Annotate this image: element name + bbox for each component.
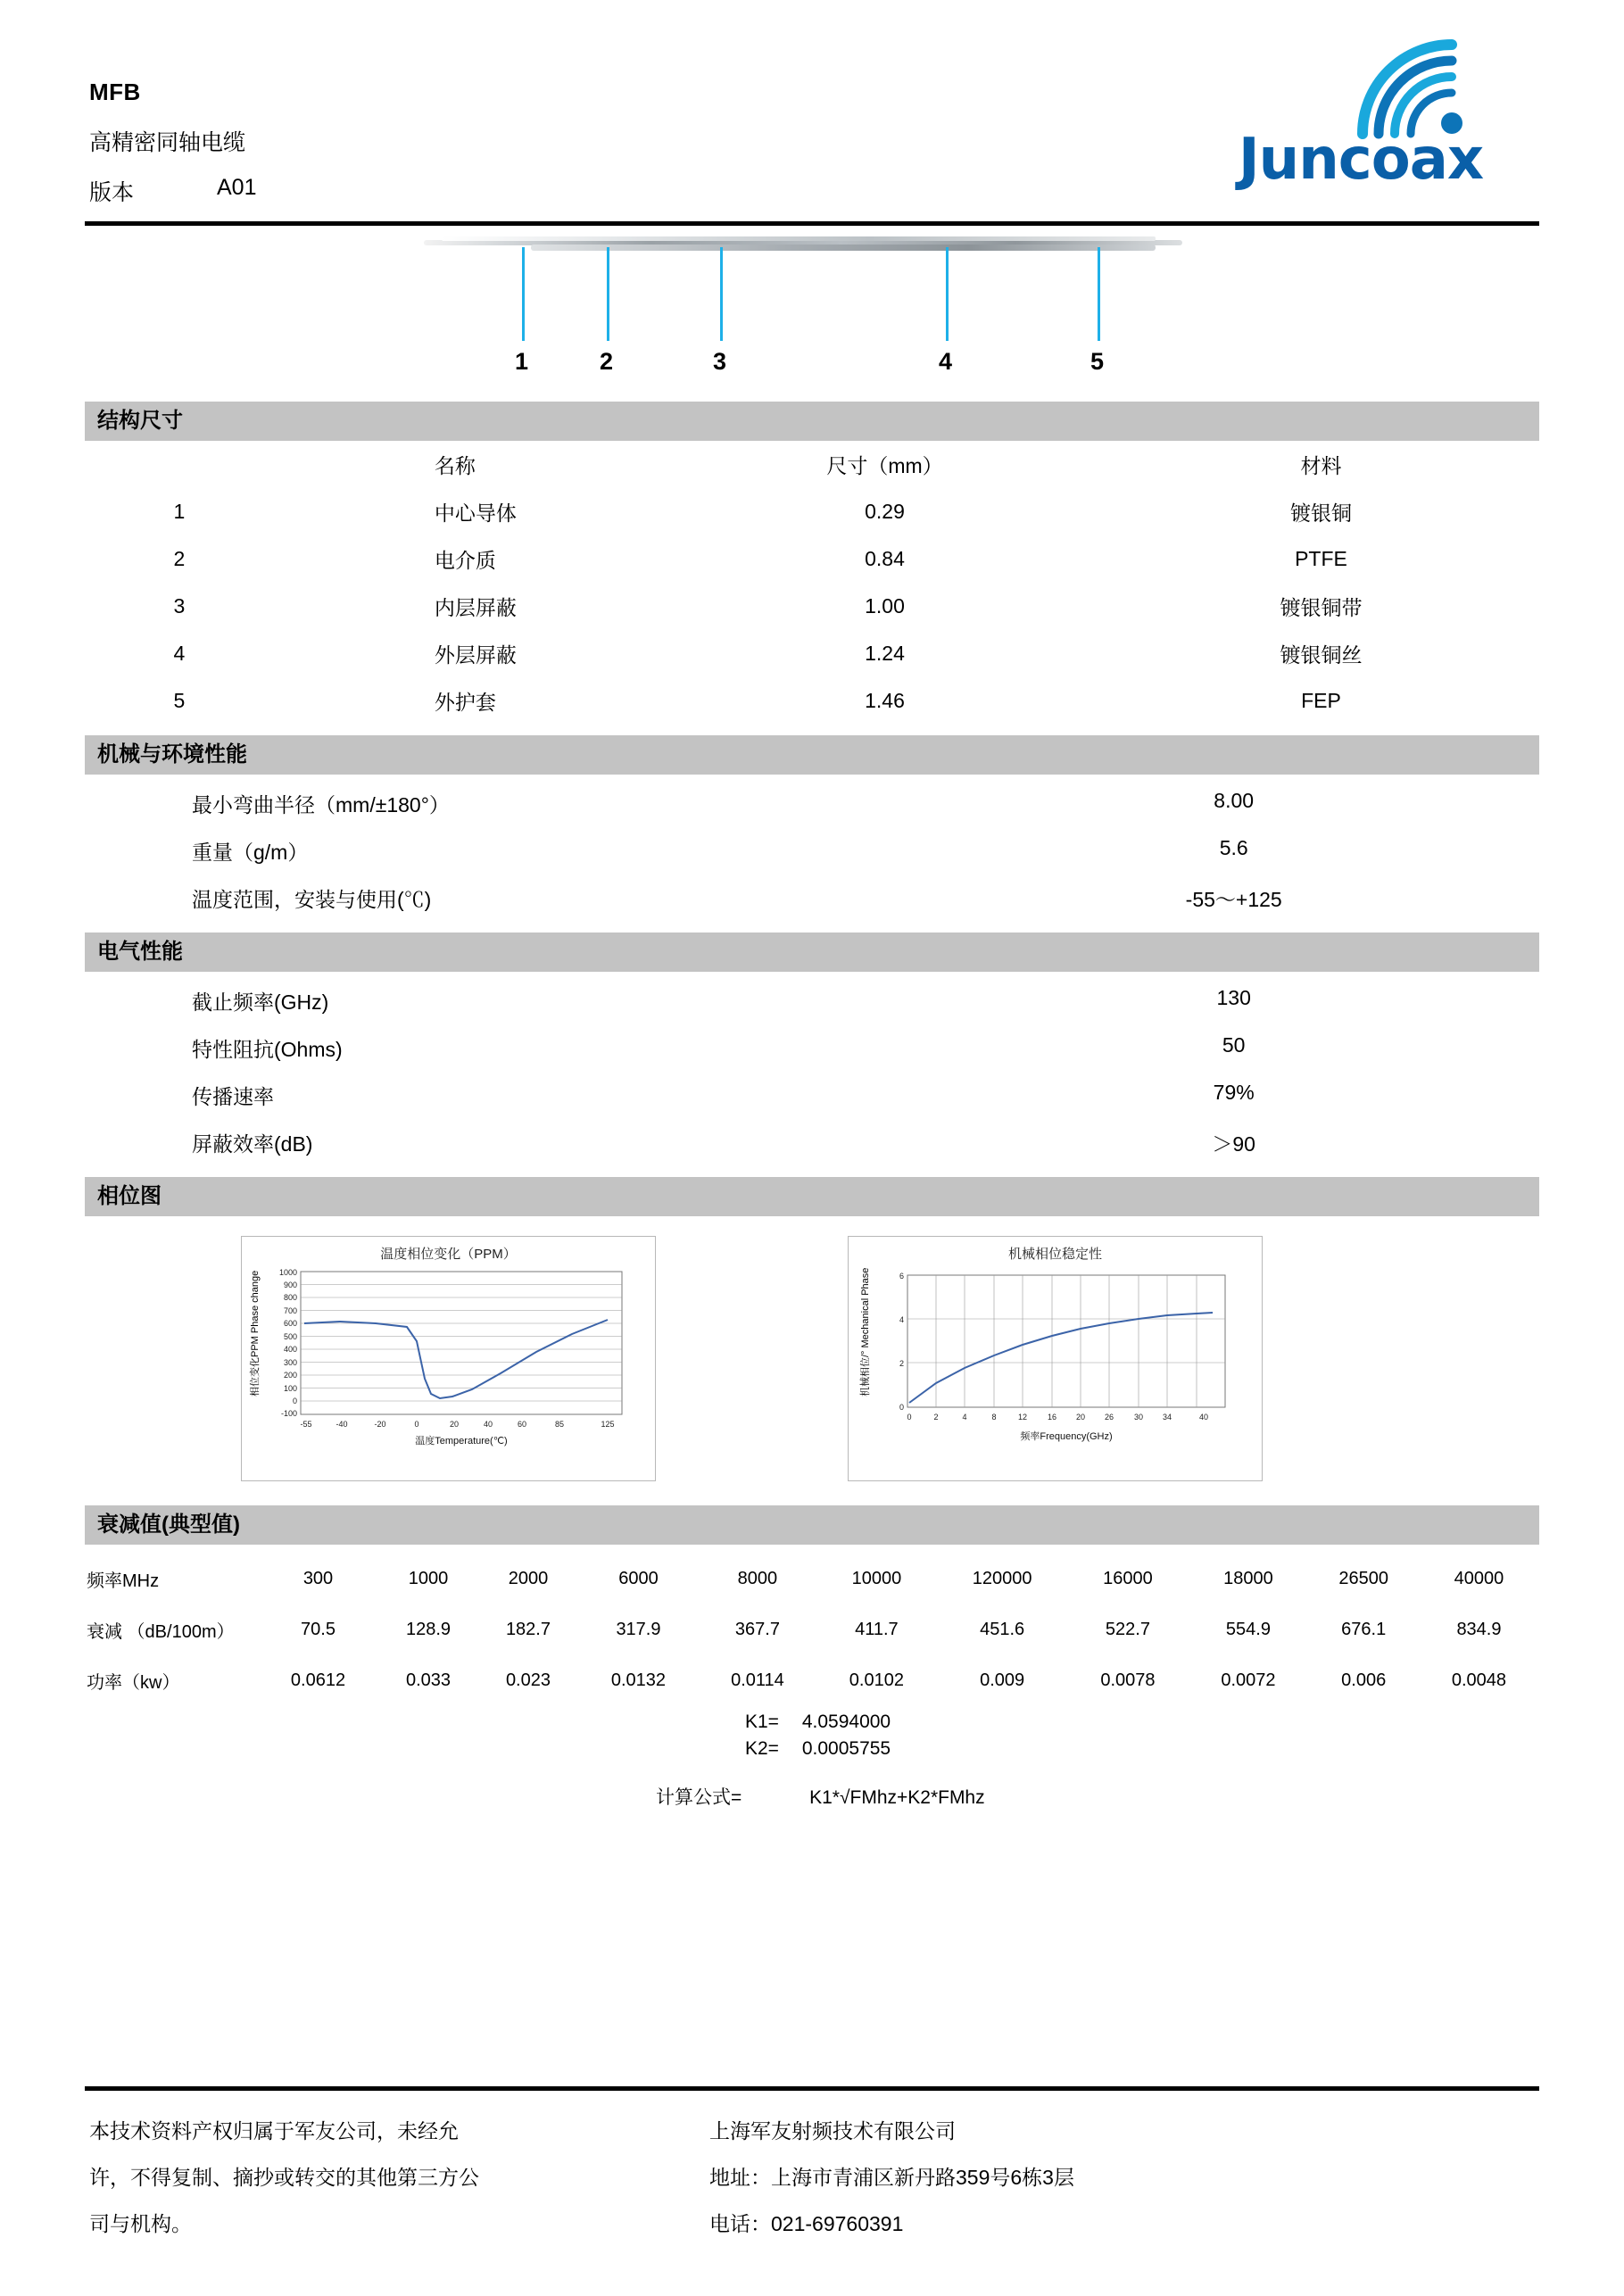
svg-text:60: 60	[517, 1420, 527, 1429]
atten-cell: 182.7	[505, 1620, 551, 1639]
power-cell: 0.0102	[849, 1670, 904, 1690]
atten-cell: 834.9	[1456, 1620, 1502, 1639]
cell-name: 外护套	[434, 691, 496, 714]
formula-value: K1*√FMhz+K2*FMhz	[809, 1787, 985, 1808]
atten-cell: 411.7	[855, 1620, 899, 1639]
freq-cell: 8000	[737, 1569, 778, 1588]
k1-value: 4.0594000	[801, 1712, 891, 1732]
formula-label: 计算公式=	[656, 1787, 742, 1808]
property-label: 温度范围，安装与使用(℃)	[192, 888, 432, 911]
svg-text:4: 4	[899, 1315, 904, 1324]
table-row	[85, 677, 1539, 725]
property-label: 重量（g/m）	[192, 841, 309, 864]
chart-title: 温度相位变化（PPM）	[380, 1247, 517, 1262]
phase-charts	[85, 1229, 1539, 1488]
svg-text:20: 20	[449, 1420, 460, 1429]
footer-company-address: 地址：上海市青浦区新丹路359号6栋3层	[709, 2166, 1074, 2189]
freq-cell: 40000	[1454, 1569, 1504, 1588]
property-value: -55～+125	[1185, 888, 1282, 911]
svg-text:12: 12	[1017, 1413, 1028, 1422]
structure-table	[85, 441, 1539, 725]
freq-cell: 300	[302, 1569, 334, 1588]
footer-company-phone: 电话：021-69760391	[709, 2212, 904, 2235]
atten-cell: 70.5	[301, 1620, 336, 1639]
chart-temperature-phase	[241, 1236, 656, 1481]
table-header-row	[85, 441, 1539, 488]
property-value: 50	[1222, 1033, 1246, 1057]
table-row-power	[85, 1655, 1539, 1706]
k1-label: K1=	[745, 1712, 779, 1732]
company-logo	[1191, 27, 1530, 205]
property-value: ＞90	[1212, 1132, 1255, 1156]
svg-text:1000: 1000	[278, 1268, 297, 1277]
cell-index: 4	[173, 642, 186, 665]
svg-text:800: 800	[283, 1293, 297, 1302]
property-value: 8.00	[1214, 789, 1255, 812]
svg-text:8: 8	[991, 1413, 997, 1422]
row-header-frequency: 频率MHz	[87, 1571, 160, 1591]
svg-text:2: 2	[899, 1359, 904, 1368]
cell-material: 镀银铜带	[1280, 596, 1363, 619]
cell-dimension: 1.00	[865, 594, 905, 618]
table-row	[85, 535, 1539, 583]
chart-mechanical-plot	[849, 1263, 1262, 1463]
k2-value: 0.0005755	[801, 1738, 891, 1759]
freq-cell: 6000	[618, 1569, 659, 1588]
section-header-electrical: 电气性能	[85, 932, 1539, 972]
svg-text:机械相位/° Mechanical Phase: 机械相位/° Mechanical Phase	[860, 1267, 871, 1397]
atten-cell: 522.7	[1105, 1620, 1150, 1639]
table-row	[85, 827, 1539, 874]
svg-text:2: 2	[933, 1413, 939, 1422]
freq-cell: 120000	[972, 1569, 1032, 1588]
freq-cell: 26500	[1338, 1569, 1388, 1588]
footer-legal-line: 司与机构。	[89, 2212, 192, 2235]
footer-legal-line: 许，不得复制、摘抄或转交的其他第三方公	[89, 2166, 479, 2189]
footer-legal	[89, 2108, 625, 2247]
freq-cell: 18000	[1223, 1569, 1273, 1588]
col-dimension: 尺寸（mm）	[826, 454, 943, 477]
svg-text:100: 100	[283, 1384, 297, 1393]
callout-number-3: 3	[713, 348, 727, 375]
property-label: 传播速率	[192, 1085, 274, 1108]
atten-cell: 317.9	[616, 1620, 661, 1639]
svg-text:26: 26	[1104, 1413, 1114, 1422]
freq-cell: 16000	[1103, 1569, 1153, 1588]
table-row	[85, 488, 1539, 535]
cable-layer-shield	[531, 245, 1156, 251]
cell-material: 镀银铜	[1289, 501, 1352, 525]
callout-leader-1	[522, 247, 525, 341]
callout-leader-4	[946, 247, 949, 341]
k2-label: K2=	[745, 1738, 779, 1759]
svg-text:34: 34	[1162, 1413, 1172, 1422]
cell-name: 电介质	[434, 549, 496, 572]
cell-material: 镀银铜丝	[1280, 643, 1363, 667]
k1-line	[85, 1712, 1539, 1733]
atten-cell: 451.6	[980, 1620, 1025, 1639]
cable-illustration	[424, 233, 1182, 256]
col-material: 材料	[1300, 454, 1342, 477]
svg-text:0: 0	[907, 1413, 912, 1422]
property-label: 特性阻抗(Ohms)	[192, 1038, 343, 1061]
cell-name: 内层屏蔽	[434, 596, 517, 619]
svg-text:0: 0	[414, 1420, 419, 1429]
section-header-mechanical: 机械与环境性能	[85, 735, 1539, 775]
power-cell: 0.009	[980, 1670, 1025, 1690]
table-row	[85, 1024, 1539, 1072]
logo-wordmark: Juncoax	[1238, 127, 1484, 193]
svg-text:85: 85	[554, 1420, 565, 1429]
cell-index: 3	[173, 594, 186, 618]
chart-xlabel-1: 温度Temperature(℃)	[415, 1436, 508, 1446]
row-header-attenuation: 衰减 （dB/100m）	[87, 1622, 235, 1642]
chart-title: 机械相位稳定性	[1007, 1247, 1102, 1262]
callout-leader-5	[1098, 247, 1100, 341]
cell-name: 外层屏蔽	[434, 643, 517, 667]
table-row	[85, 780, 1539, 827]
col-name: 名称	[434, 454, 476, 477]
footer-legal-line: 本技术资料产权归属于军友公司，未经允	[89, 2119, 459, 2143]
power-cell: 0.033	[405, 1670, 452, 1690]
svg-text:900: 900	[283, 1281, 297, 1289]
svg-text:40: 40	[1198, 1413, 1209, 1422]
mechanical-table	[85, 775, 1539, 922]
table-row	[85, 1072, 1539, 1119]
svg-text:6: 6	[899, 1272, 904, 1281]
cell-name: 中心导体	[434, 501, 517, 525]
footer-company	[709, 2108, 1423, 2247]
product-subtitle: 高精密同轴电缆	[89, 130, 246, 155]
section-header-structure: 结构尺寸	[85, 402, 1539, 441]
svg-text:相位变化PPM Phase change: 相位变化PPM Phase change	[250, 1270, 261, 1397]
svg-text:0: 0	[292, 1397, 297, 1405]
property-value: 5.6	[1219, 836, 1248, 859]
callout-number-2: 2	[600, 348, 614, 375]
cell-dimension: 0.29	[865, 500, 905, 523]
svg-text:20: 20	[1075, 1413, 1086, 1422]
svg-text:16: 16	[1047, 1413, 1057, 1422]
callout-number-4: 4	[939, 348, 953, 375]
power-cell: 0.0078	[1100, 1670, 1156, 1690]
cell-index: 2	[173, 547, 186, 570]
svg-text:-20: -20	[374, 1420, 386, 1429]
cable-layer-inner	[442, 236, 1156, 241]
footer-company-name: 上海军友射频技术有限公司	[709, 2119, 956, 2143]
atten-cell: 367.7	[734, 1620, 780, 1639]
table-row	[85, 583, 1539, 630]
electrical-table	[85, 972, 1539, 1166]
version-label: 版本	[89, 180, 135, 205]
svg-text:40: 40	[483, 1420, 493, 1429]
atten-cell: 554.9	[1225, 1620, 1271, 1639]
property-value: 79%	[1213, 1081, 1255, 1104]
chart-mechanical-phase	[848, 1236, 1263, 1481]
row-header-power: 功率（kw）	[87, 1673, 180, 1693]
attenuation-table	[85, 1554, 1539, 1706]
cell-dimension: 1.24	[865, 642, 905, 665]
table-row-attenuation	[85, 1604, 1539, 1655]
model-name: MFB	[89, 79, 141, 105]
atten-cell: 676.1	[1341, 1620, 1387, 1639]
callout-number-5: 5	[1090, 348, 1105, 375]
freq-cell: 2000	[508, 1569, 549, 1588]
power-cell: 0.023	[505, 1670, 551, 1690]
cell-index: 5	[173, 689, 186, 712]
table-row	[85, 977, 1539, 1024]
svg-text:-40: -40	[336, 1420, 348, 1429]
chart-xlabel-2: 频率Frequency(GHz)	[1020, 1431, 1113, 1442]
cell-material: FEP	[1301, 689, 1341, 712]
svg-text:200: 200	[283, 1371, 297, 1380]
cable-cutaway-diagram	[85, 210, 1539, 402]
cell-index: 1	[173, 500, 186, 523]
formula-line	[85, 1783, 1539, 1810]
freq-cell: 10000	[851, 1569, 902, 1588]
page-header	[85, 0, 1539, 205]
table-row-frequency	[85, 1554, 1539, 1604]
power-cell: 0.0048	[1451, 1670, 1507, 1690]
table-row	[85, 874, 1539, 922]
property-value: 130	[1216, 986, 1251, 1009]
section-header-attenuation: 衰减值(典型值)	[85, 1505, 1539, 1545]
property-label: 截止频率(GHz)	[192, 991, 329, 1014]
version-value: A01	[217, 175, 257, 200]
freq-cell: 1000	[408, 1569, 449, 1588]
svg-text:-100: -100	[280, 1409, 297, 1418]
atten-cell: 128.9	[405, 1620, 452, 1639]
footer-divider	[85, 2086, 1539, 2091]
callout-number-1: 1	[515, 348, 529, 375]
svg-text:700: 700	[283, 1306, 297, 1315]
power-cell: 0.006	[1341, 1670, 1387, 1690]
cell-dimension: 0.84	[865, 547, 905, 570]
svg-text:500: 500	[283, 1332, 297, 1341]
callout-leader-2	[607, 247, 609, 341]
property-label: 屏蔽效率(dB)	[192, 1132, 313, 1156]
table-row	[85, 1119, 1539, 1166]
section-header-phase: 相位图	[85, 1177, 1539, 1216]
col-index	[85, 441, 274, 488]
power-cell: 0.0114	[731, 1670, 784, 1690]
power-cell: 0.0072	[1221, 1670, 1276, 1690]
power-cell: 0.0132	[610, 1670, 667, 1690]
power-cell: 0.0612	[290, 1670, 346, 1690]
svg-text:300: 300	[283, 1358, 297, 1367]
svg-text:-55: -55	[300, 1420, 312, 1429]
svg-text:400: 400	[283, 1345, 297, 1354]
cell-material: PTFE	[1295, 547, 1347, 570]
svg-text:30: 30	[1133, 1413, 1144, 1422]
property-label: 最小弯曲半径（mm/±180°）	[192, 793, 450, 816]
chart-temperature-plot	[242, 1263, 655, 1463]
svg-text:125: 125	[601, 1420, 615, 1429]
table-row	[85, 630, 1539, 677]
svg-text:0: 0	[899, 1403, 904, 1412]
cell-dimension: 1.46	[865, 689, 905, 712]
svg-text:4: 4	[962, 1413, 967, 1422]
callout-leader-3	[720, 247, 723, 341]
svg-text:600: 600	[283, 1319, 297, 1328]
k2-line	[85, 1738, 1539, 1760]
